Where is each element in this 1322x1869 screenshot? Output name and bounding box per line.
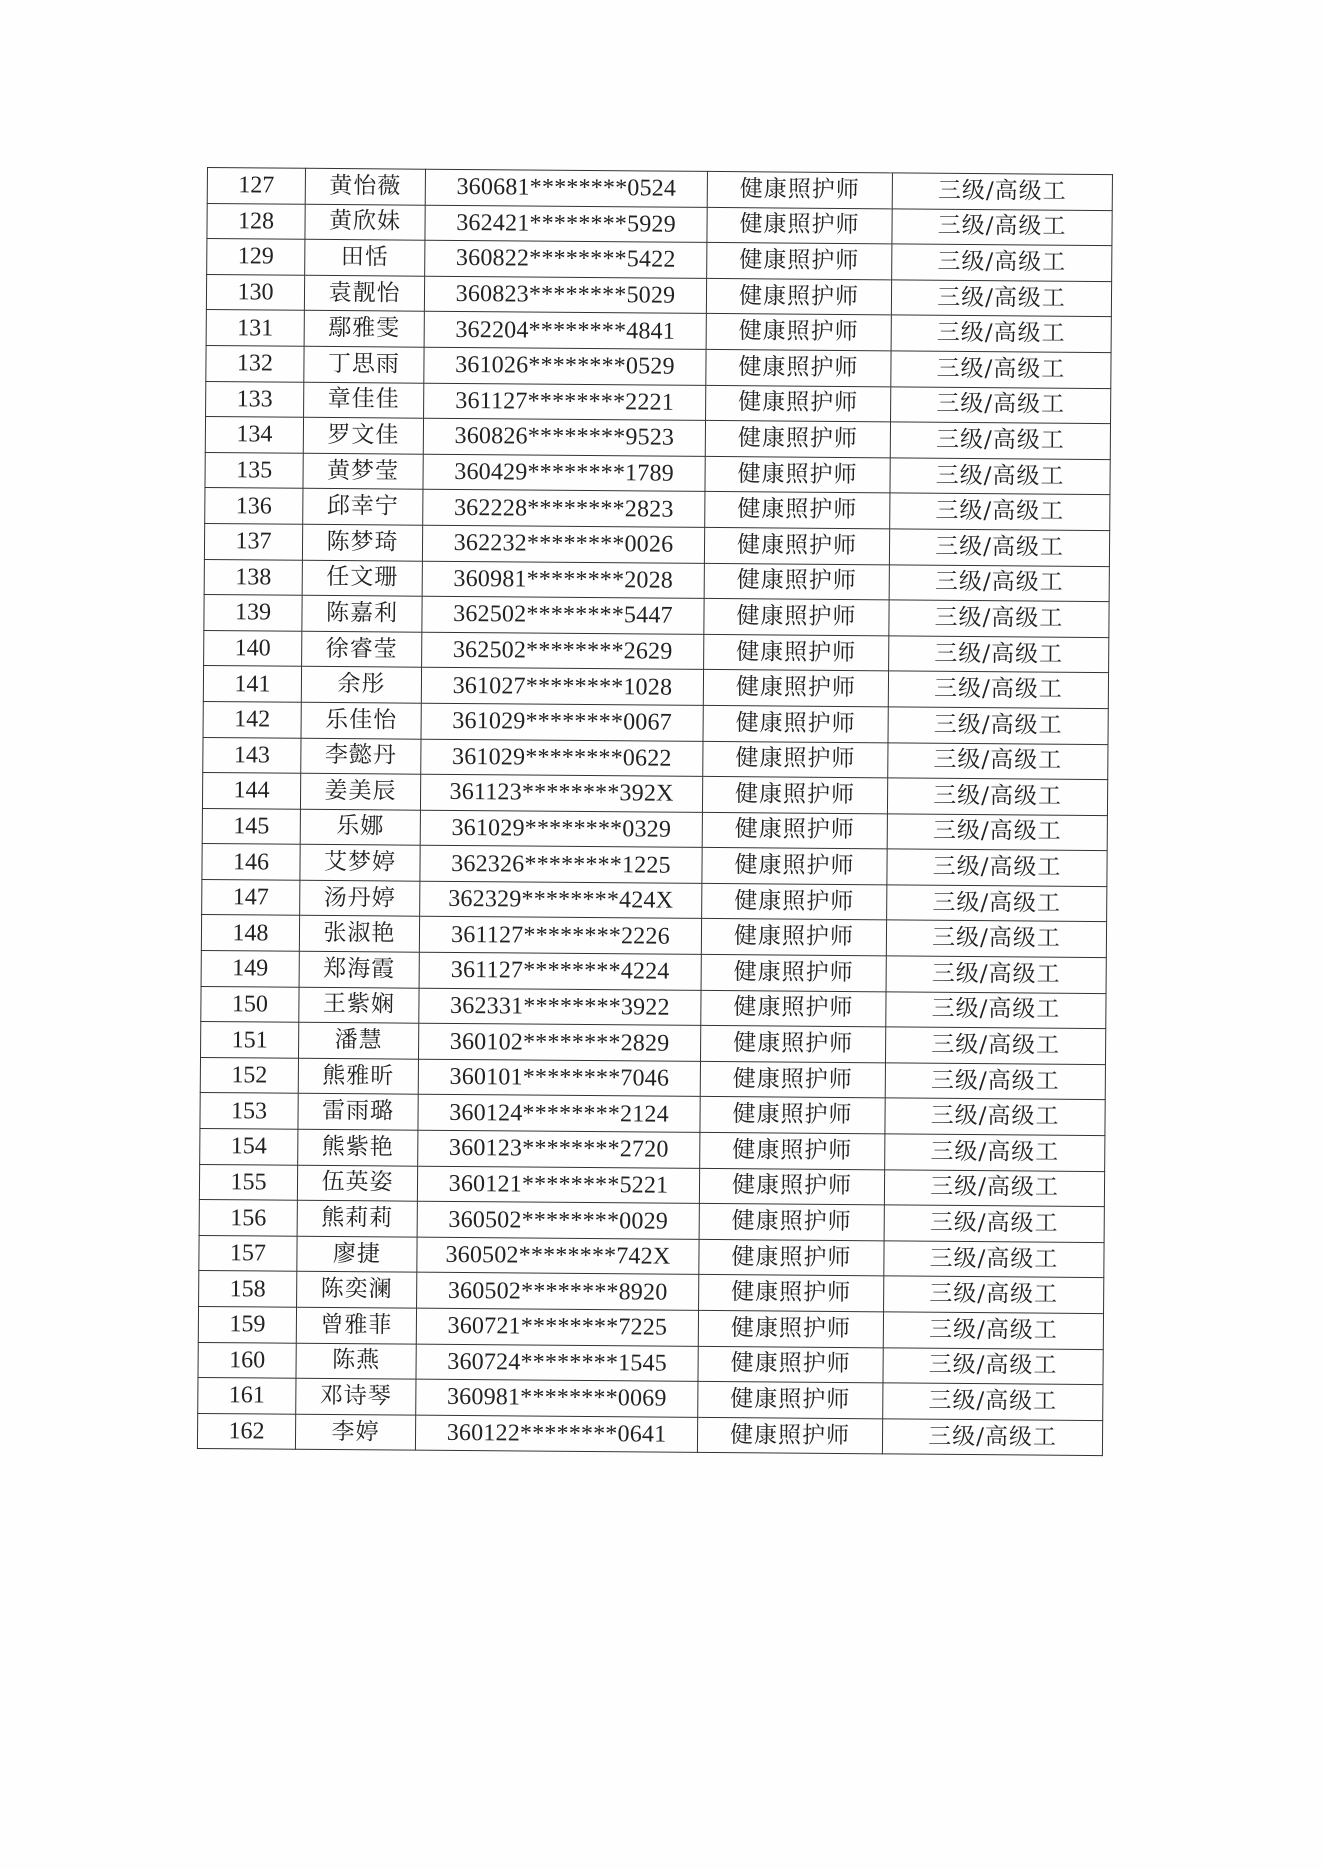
id-number-cell: 362502********5447 bbox=[422, 596, 704, 634]
skill-level-cell: 三级/高级工 bbox=[890, 493, 1110, 530]
id-number-cell: 360429********1789 bbox=[423, 454, 705, 492]
skill-level-cell: 三级/高级工 bbox=[886, 956, 1106, 993]
skill-level-cell: 三级/高级工 bbox=[885, 1098, 1105, 1135]
name-cell: 雷雨璐 bbox=[298, 1094, 418, 1131]
occupation-cell: 健康照护师 bbox=[705, 492, 890, 529]
id-number-cell: 362228********2823 bbox=[423, 490, 705, 528]
occupation-cell: 健康照护师 bbox=[702, 883, 887, 920]
occupation-cell: 健康照护师 bbox=[701, 990, 886, 1027]
skill-level-cell: 三级/高级工 bbox=[891, 386, 1111, 423]
id-number-cell: 360101********7046 bbox=[418, 1059, 700, 1097]
id-number-cell: 360681********0524 bbox=[425, 169, 707, 207]
name-cell: 陈奕澜 bbox=[297, 1272, 417, 1309]
skill-level-cell: 三级/高级工 bbox=[892, 208, 1112, 245]
row-number-cell: 144 bbox=[202, 773, 300, 809]
occupation-cell: 健康照护师 bbox=[703, 670, 888, 707]
name-cell: 廖捷 bbox=[297, 1236, 417, 1273]
name-cell: 陈梦琦 bbox=[302, 524, 422, 561]
occupation-cell: 健康照护师 bbox=[698, 1310, 883, 1347]
id-number-cell: 362331********3922 bbox=[419, 988, 701, 1026]
occupation-cell: 健康照护师 bbox=[699, 1275, 884, 1312]
skill-level-cell: 三级/高级工 bbox=[888, 707, 1108, 744]
occupation-cell: 健康照护师 bbox=[706, 349, 891, 386]
skill-level-cell: 三级/高级工 bbox=[884, 1205, 1104, 1242]
name-cell: 黄欣妹 bbox=[305, 204, 425, 241]
id-number-cell: 361029********0067 bbox=[421, 703, 703, 741]
row-number-cell: 162 bbox=[197, 1413, 295, 1449]
skill-level-cell: 三级/高级工 bbox=[884, 1241, 1104, 1278]
name-cell: 张淑艳 bbox=[299, 916, 419, 953]
occupation-cell: 健康照护师 bbox=[698, 1346, 883, 1383]
row-number-cell: 128 bbox=[207, 203, 305, 239]
row-number-cell: 160 bbox=[198, 1342, 296, 1378]
skill-level-cell: 三级/高级工 bbox=[884, 1169, 1104, 1206]
row-number-cell: 153 bbox=[200, 1093, 298, 1129]
id-number-cell: 361123********392X bbox=[420, 774, 702, 812]
skill-level-cell: 三级/高级工 bbox=[892, 244, 1112, 281]
id-number-cell: 360822********5422 bbox=[425, 240, 707, 278]
occupation-cell: 健康照护师 bbox=[704, 527, 889, 564]
name-cell: 李懿丹 bbox=[301, 738, 421, 775]
skill-level-cell: 三级/高级工 bbox=[886, 920, 1106, 957]
id-number-cell: 362232********0026 bbox=[422, 525, 704, 563]
row-number-cell: 130 bbox=[206, 274, 304, 310]
row-number-cell: 145 bbox=[202, 808, 300, 844]
row-number-cell: 151 bbox=[201, 1022, 299, 1058]
id-number-cell: 362421********5929 bbox=[425, 205, 707, 243]
occupation-cell: 健康照护师 bbox=[702, 848, 887, 885]
id-number-cell: 361029********0622 bbox=[421, 739, 703, 777]
row-number-cell: 150 bbox=[201, 986, 299, 1022]
name-cell: 伍英姿 bbox=[297, 1165, 417, 1202]
row-number-cell: 146 bbox=[202, 844, 300, 880]
name-cell: 李婷 bbox=[295, 1414, 415, 1451]
name-cell: 潘慧 bbox=[299, 1022, 419, 1059]
skill-level-cell: 三级/高级工 bbox=[888, 742, 1108, 779]
skill-level-cell: 三级/高级工 bbox=[890, 458, 1110, 495]
occupation-cell: 健康照护师 bbox=[706, 385, 891, 422]
name-cell: 黄怡薇 bbox=[305, 168, 425, 205]
skill-level-cell: 三级/高级工 bbox=[886, 992, 1106, 1029]
row-number-cell: 140 bbox=[204, 630, 302, 666]
occupation-cell: 健康照护师 bbox=[699, 1239, 884, 1276]
skill-level-cell: 三级/高级工 bbox=[891, 315, 1111, 352]
occupation-cell: 健康照护师 bbox=[704, 634, 889, 671]
id-number-cell: 360502********742X bbox=[417, 1237, 699, 1275]
skill-level-cell: 三级/高级工 bbox=[885, 1134, 1105, 1171]
id-number-cell: 360121********5221 bbox=[417, 1166, 699, 1204]
id-number-cell: 360502********0029 bbox=[417, 1201, 699, 1239]
name-cell: 鄢雅雯 bbox=[304, 311, 424, 348]
name-cell: 田恬 bbox=[305, 239, 425, 276]
occupation-cell: 健康照护师 bbox=[699, 1168, 884, 1205]
id-number-cell: 360981********0069 bbox=[416, 1379, 698, 1417]
skill-level-cell: 三级/高级工 bbox=[885, 1063, 1105, 1100]
name-cell: 熊雅昕 bbox=[298, 1058, 418, 1095]
skill-level-cell: 三级/高级工 bbox=[889, 564, 1109, 601]
row-number-cell: 158 bbox=[199, 1271, 297, 1307]
row-number-cell: 149 bbox=[201, 951, 299, 987]
skill-level-cell: 三级/高级工 bbox=[891, 280, 1111, 317]
row-number-cell: 141 bbox=[203, 666, 301, 702]
occupation-cell: 健康照护师 bbox=[703, 705, 888, 742]
id-number-cell: 361127********4224 bbox=[419, 952, 701, 990]
name-cell: 余彤 bbox=[301, 667, 421, 704]
skill-level-cell: 三级/高级工 bbox=[889, 529, 1109, 566]
id-number-cell: 361029********0329 bbox=[420, 810, 702, 848]
name-cell: 王紫娴 bbox=[299, 987, 419, 1024]
id-number-cell: 361127********2221 bbox=[424, 383, 706, 421]
skill-level-cell: 三级/高级工 bbox=[888, 671, 1108, 708]
id-number-cell: 360502********8920 bbox=[417, 1273, 699, 1311]
skill-level-cell: 三级/高级工 bbox=[887, 814, 1107, 851]
occupation-cell: 健康照护师 bbox=[707, 207, 892, 244]
id-number-cell: 360124********2124 bbox=[418, 1095, 700, 1133]
name-cell: 陈嘉利 bbox=[302, 595, 422, 632]
name-cell: 郑海霞 bbox=[299, 951, 419, 988]
occupation-cell: 健康照护师 bbox=[701, 919, 886, 956]
occupation-cell: 健康照护师 bbox=[700, 1132, 885, 1169]
occupation-cell: 健康照护师 bbox=[700, 1061, 885, 1098]
id-number-cell: 360102********2829 bbox=[419, 1023, 701, 1061]
id-number-cell: 360981********2028 bbox=[422, 561, 704, 599]
skill-level-cell: 三级/高级工 bbox=[882, 1419, 1102, 1456]
occupation-cell: 健康照护师 bbox=[702, 812, 887, 849]
name-cell: 邱幸宁 bbox=[303, 489, 423, 526]
id-number-cell: 362502********2629 bbox=[422, 632, 704, 670]
row-number-cell: 159 bbox=[198, 1306, 296, 1342]
id-number-cell: 362326********1225 bbox=[420, 845, 702, 883]
skill-level-cell: 三级/高级工 bbox=[889, 636, 1109, 673]
certificate-roster-table bbox=[197, 167, 1113, 1456]
row-number-cell: 137 bbox=[204, 523, 302, 559]
occupation-cell: 健康照护师 bbox=[704, 599, 889, 636]
name-cell: 熊莉莉 bbox=[297, 1200, 417, 1237]
id-number-cell: 361027********1028 bbox=[421, 668, 703, 706]
skill-level-cell: 三级/高级工 bbox=[891, 351, 1111, 388]
id-number-cell: 362329********424X bbox=[420, 881, 702, 919]
occupation-cell: 健康照护师 bbox=[700, 1026, 885, 1063]
occupation-cell: 健康照护师 bbox=[706, 314, 891, 351]
skill-level-cell: 三级/高级工 bbox=[887, 849, 1107, 886]
row-number-cell: 157 bbox=[199, 1235, 297, 1271]
name-cell: 袁靓怡 bbox=[304, 275, 424, 312]
name-cell: 姜美辰 bbox=[300, 773, 420, 810]
occupation-cell: 健康照护师 bbox=[705, 421, 890, 458]
id-number-cell: 361026********0529 bbox=[424, 347, 706, 385]
name-cell: 汤丹婷 bbox=[300, 880, 420, 917]
skill-level-cell: 三级/高级工 bbox=[887, 778, 1107, 815]
occupation-cell: 健康照护师 bbox=[702, 777, 887, 814]
occupation-cell: 健康照护师 bbox=[707, 171, 892, 208]
id-number-cell: 360823********5029 bbox=[424, 276, 706, 314]
occupation-cell: 健康照护师 bbox=[701, 954, 886, 991]
name-cell: 艾梦婷 bbox=[300, 845, 420, 882]
occupation-cell: 健康照护师 bbox=[697, 1417, 882, 1454]
occupation-cell: 健康照护师 bbox=[700, 1097, 885, 1134]
row-number-cell: 139 bbox=[204, 595, 302, 631]
table-row bbox=[197, 1413, 1102, 1456]
skill-level-cell: 三级/高级工 bbox=[885, 1027, 1105, 1064]
occupation-cell: 健康照护师 bbox=[704, 563, 889, 600]
name-cell: 邓诗琴 bbox=[296, 1378, 416, 1415]
skill-level-cell: 三级/高级工 bbox=[890, 422, 1110, 459]
row-number-cell: 147 bbox=[202, 879, 300, 915]
row-number-cell: 143 bbox=[203, 737, 301, 773]
skill-level-cell: 三级/高级工 bbox=[892, 173, 1112, 210]
name-cell: 章佳佳 bbox=[304, 382, 424, 419]
roster-table-body bbox=[197, 168, 1112, 1456]
name-cell: 任文珊 bbox=[302, 560, 422, 597]
skill-level-cell: 三级/高级工 bbox=[883, 1312, 1103, 1349]
occupation-cell: 健康照护师 bbox=[706, 278, 891, 315]
occupation-cell: 健康照护师 bbox=[707, 243, 892, 280]
row-number-cell: 131 bbox=[206, 310, 304, 346]
id-number-cell: 360721********7225 bbox=[416, 1308, 698, 1346]
id-number-cell: 360826********9523 bbox=[423, 418, 705, 456]
row-number-cell: 138 bbox=[204, 559, 302, 595]
row-number-cell: 133 bbox=[206, 381, 304, 417]
row-number-cell: 127 bbox=[207, 168, 305, 204]
row-number-cell: 154 bbox=[200, 1129, 298, 1165]
row-number-cell: 161 bbox=[198, 1378, 296, 1414]
skill-level-cell: 三级/高级工 bbox=[887, 885, 1107, 922]
row-number-cell: 148 bbox=[201, 915, 299, 951]
row-number-cell: 156 bbox=[199, 1200, 297, 1236]
row-number-cell: 134 bbox=[205, 417, 303, 453]
id-number-cell: 361127********2226 bbox=[419, 917, 701, 955]
skill-level-cell: 三级/高级工 bbox=[883, 1383, 1103, 1420]
id-number-cell: 360122********0641 bbox=[415, 1415, 697, 1453]
occupation-cell: 健康照护师 bbox=[705, 456, 890, 493]
name-cell: 徐睿莹 bbox=[302, 631, 422, 668]
row-number-cell: 155 bbox=[199, 1164, 297, 1200]
name-cell: 罗文佳 bbox=[303, 417, 423, 454]
row-number-cell: 132 bbox=[206, 345, 304, 381]
occupation-cell: 健康照护师 bbox=[699, 1204, 884, 1241]
row-number-cell: 135 bbox=[205, 452, 303, 488]
name-cell: 乐佳怡 bbox=[301, 702, 421, 739]
row-number-cell: 142 bbox=[203, 701, 301, 737]
row-number-cell: 152 bbox=[200, 1057, 298, 1093]
occupation-cell: 健康照护师 bbox=[703, 741, 888, 778]
skill-level-cell: 三级/高级工 bbox=[889, 600, 1109, 637]
skill-level-cell: 三级/高级工 bbox=[883, 1347, 1103, 1384]
name-cell: 乐娜 bbox=[300, 809, 420, 846]
name-cell: 熊紫艳 bbox=[298, 1129, 418, 1166]
name-cell: 曾雅菲 bbox=[296, 1307, 416, 1344]
name-cell: 陈燕 bbox=[296, 1343, 416, 1380]
id-number-cell: 362204********4841 bbox=[424, 312, 706, 350]
name-cell: 黄梦莹 bbox=[303, 453, 423, 490]
id-number-cell: 360123********2720 bbox=[418, 1130, 700, 1168]
row-number-cell: 129 bbox=[207, 239, 305, 275]
occupation-cell: 健康照护师 bbox=[698, 1382, 883, 1419]
row-number-cell: 136 bbox=[205, 488, 303, 524]
name-cell: 丁思雨 bbox=[304, 346, 424, 383]
id-number-cell: 360724********1545 bbox=[416, 1344, 698, 1382]
skill-level-cell: 三级/高级工 bbox=[884, 1276, 1104, 1313]
